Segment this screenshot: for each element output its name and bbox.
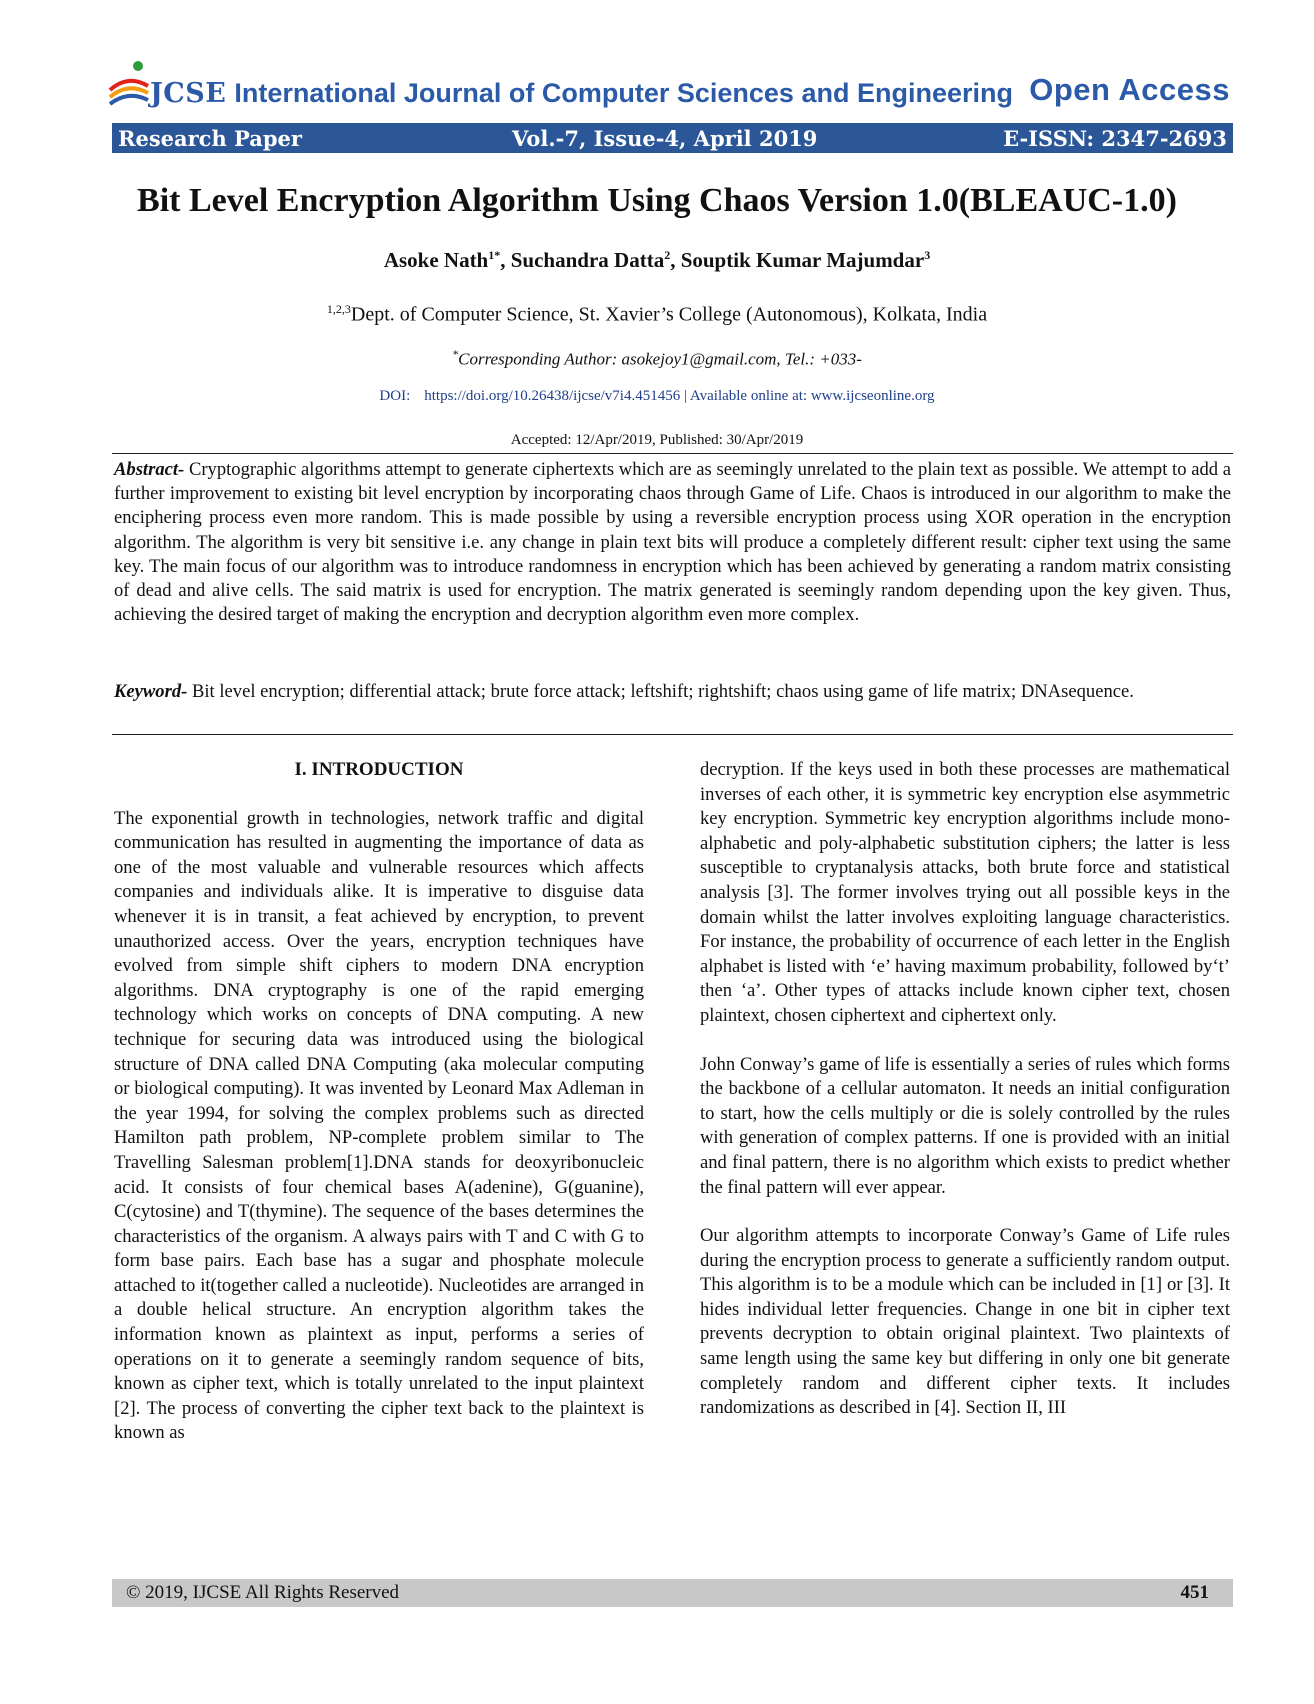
affiliation-sup: 1,2,3: [326, 302, 351, 316]
left-column: [114, 758, 644, 1446]
journal-header: [150, 70, 1230, 116]
paper-title: Bit Level Encryption Algorithm Using Chaos Version 1.0(BLEAUC-1.0): [137, 182, 1177, 219]
abstract-text: Cryptographic algorithms attempt to generate ciphertexts which are as seemingly unrelated to the plain text as possible. We attempt to add a further improvement to existing bit level encryption by incorporating chaos through Game of Life. Chaos is introduced in our algorithm to make the enciphering process even more random. This is made possible by using a reversible encryption process using XOR operation in the encryption algorithm. The algorithm is very bit sensitive i.e. any change in plain text bits will produce a completely different result: cipher text using the same key. The main focus of our algorithm was to introduce randomness in encryption which has been achieved by generating a random matrix consisting of dead and alive cells. The said matrix is used for encryption. The matrix generated is seemingly random depending upon the key given. Thus, achieving the desired target of making the encryption and decryption algorithm even more complex.: [114, 459, 1231, 626]
abstract-label: Abstract-: [114, 459, 185, 480]
journal-info-bar: [112, 123, 1233, 153]
page-footer: [112, 1579, 1233, 1607]
doi-label: DOI:: [379, 388, 411, 404]
author-name: Suchandra Datta: [510, 248, 665, 272]
section-heading: I. INTRODUCTION: [294, 759, 464, 780]
author-sup: 1*: [488, 248, 501, 262]
author-name: Asoke Nath: [383, 248, 489, 272]
abstract: [114, 458, 1231, 627]
body-paragraph: The exponential growth in technologies, network traffic and digital communication has resulted in augmenting the importance of data as one of the most valuable and vulnerable resources which affects companies and individuals alike. It is imperative to disguise data whenever it is in transit, a feat achieved by encryption, to prevent unauthorized access. Over the years, encryption techniques have evolved from simple shift ciphers to modern DNA encryption algorithms. DNA cryptography is one of the rapid emerging technology which works on concepts of DNA computing. A new technique for securing data was introduced using the biological structure of DNA called DNA Computing (aka molecular computing or biological computing). It was invented by Leonard Max Adleman in the year 1994, for solving the complex problems such as directed Hamilton path problem, NP-complete problem similar to The Travelling Salesman problem[1].DNA stands for deoxyribonucleic acid. It consists of four chemical bases A(adenine), G(guanine), C(cytosine) and T(thymine). The sequence of the bases determines the characteristics of the organism. A always pairs with T and C with G to form base pairs. Each base has a sugar and phosphate molecule attached to it(together called a nucleotide). Nucleotides are arranged in a double helical structure. An encryption algorithm takes the information known as plaintext as input, performs a series of operations on it to generate a seemingly random sequence of bits, known as cipher text, which is totally unrelated to the input plaintext [2]. The process of converting the cipher text back to the plaintext is known as: [114, 807, 644, 1444]
author-name: Souptik Kumar Majumdar: [680, 248, 925, 272]
doi-line: [0, 388, 1314, 405]
journal-logo: [108, 60, 152, 110]
divider: [112, 734, 1233, 735]
corresponding-text: Corresponding Author: asokejoy1@gmail.com, Tel.: +033-: [458, 349, 862, 369]
author-sup: 2: [664, 248, 671, 262]
copyright: © 2019, IJCSE All Rights Reserved: [126, 1582, 400, 1603]
affiliation-text: Dept. of Computer Science, St. Xavier’s College (Autonomous), Kolkata, India: [350, 303, 988, 326]
body-paragraph: Our algorithm attempts to incorporate Conway’s Game of Life rules during the encryption process to generate a sufficiently random output. This algorithm is to be a module which can be included in [1] or [3]. It hides individual letter frequencies. Change in one bit in cipher text prevents decryption to obtain original plaintext. Two plaintexts of same length using the same key but differing in only one bit generate completely random and different cipher texts. It includes randomizations as described in [4]. Section II, III: [700, 1225, 1230, 1419]
volume-issue: Vol.-7, Issue-4, April 2019: [512, 125, 818, 151]
page-number: 451: [1180, 1582, 1209, 1603]
corresponding-sup: *: [452, 347, 459, 361]
body-paragraph: John Conway’s game of life is essentially a series of rules which forms the backbone of a cellular automaton. It needs an initial configuration to start, how the cells multiply or die is solely controlled by the rules with generation of complex patterns. If one is provided with an initial and final pattern, there is no algorithm which exists to predict whether the final pattern will ever appear.: [700, 1053, 1230, 1198]
open-access-label: Open Access: [1029, 72, 1230, 107]
keywords: [114, 680, 1231, 704]
affiliation: [0, 302, 1314, 327]
body-paragraph: decryption. If the keys used in both these processes are mathematical inverses of each other, it is symmetric key encryption else asymmetric key encryption. Symmetric key encryption algorithms include mono-alphabetic and poly-alphabetic substitution ciphers; the latter is less susceptible to cryptanalysis attacks, both brute force and statistical analysis [3]. The former involves trying out all possible keys in the domain whilst the latter involves exploiting language characteristics. For instance, the probability of occurrence of each letter in the English alphabet is listed with ‘e’ having maximum probability, followed by‘t’ then ‘a’. Other types of attacks include known cipher text, chosen plaintext, chosen ciphertext and ciphertext only.: [700, 759, 1230, 1026]
journal-brand: JCSE: [150, 77, 227, 109]
publication-dates: Accepted: 12/Apr/2019, Published: 30/Apr/2019: [510, 432, 804, 448]
author-sup: 3: [924, 248, 931, 262]
author-separator: ,: [500, 248, 511, 272]
paper-type: Research Paper: [118, 125, 302, 151]
issn: E-ISSN: 2347-2693: [1003, 125, 1227, 151]
author-separator: ,: [670, 248, 681, 272]
author-list: [0, 248, 1314, 273]
corresponding-author: [0, 347, 1314, 370]
doi-link[interactable]: https://doi.org/10.26438/ijcse/v7i4.451456 | Available online at: www.ijcseonline.org: [424, 388, 935, 404]
keyword-label: Keyword-: [114, 681, 188, 702]
divider: [112, 453, 1233, 454]
keyword-text: Bit level encryption; differential attack; brute force attack; leftshift; rightshift; chaos using game of life matrix; DNAsequence.: [187, 681, 1134, 702]
journal-name: International Journal of Computer Sciences and Engineering: [234, 77, 1013, 108]
right-column: [700, 758, 1230, 1421]
